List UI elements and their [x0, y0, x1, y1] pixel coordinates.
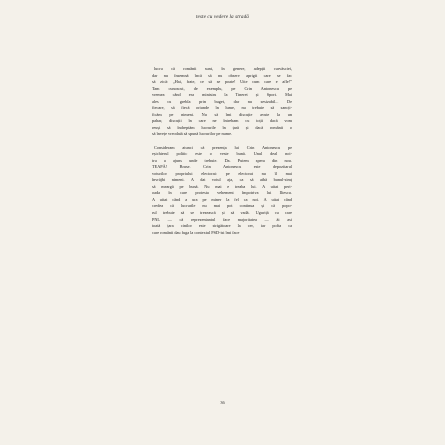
text-line: pahar, discuții în care ne întrebam cu toții dacă vom: [152, 118, 292, 124]
text-line: care românii dau fuga la contextul PSD-ist îmi face: [152, 229, 240, 235]
text-line: lucru că românii sunt, în genere, adepții curvăsciei,: [154, 66, 292, 71]
text-line: credea că lucrurile nu mai pot continua și că popo-: [152, 203, 292, 209]
paragraph: [152, 145, 292, 237]
text-line: oada în care protesta vehement împotriva lui Iliescu.: [152, 190, 292, 196]
paragraph: [152, 66, 292, 138]
text-line: să învețe vreodată să spună lucrurilor pe nume.: [152, 131, 233, 137]
page-number: 36: [220, 400, 225, 405]
text-line: rul trebuie să se trezească și să vadă. Uguriță cu care: [152, 209, 292, 215]
text-line: să meargă pe bună. Nu mai e treaba lui. A uitat peri-: [152, 183, 292, 189]
text-line: voturilor propriului electorat: pe electorat nu îl mai: [152, 170, 292, 176]
text-line: toată țara cinilor este strigătoare la cer, iar pofta ca: [152, 223, 292, 229]
text-line: învrăjbi nimeni. A dat votul aja, ca să aibă bunul-simț: [152, 177, 292, 183]
text-line: TEAPĂ! Bruse. Crin Antonescu este depozitarul: [152, 164, 292, 170]
text-line: eșichierul politic este o veste bună. Unul deal noi-: [152, 151, 292, 157]
text-line: fiecare, să fiecă oriunde în lume, nu trebuie să sancți-: [152, 105, 292, 111]
text-line: vremea când era ministru la Tineret și Sport. Mai: [152, 92, 292, 98]
text-line: ales cu grebla prin buget, dar nu sesizabil... De: [152, 98, 292, 104]
running-head: teste cu vedere la stradă: [195, 14, 249, 20]
text-line: A uitat când a ura pe miner la fel ca noi. A uitat când: [152, 196, 292, 202]
text-line: Consideram atunci că prezența lui Crin Antonescu pe: [154, 144, 292, 150]
text-line: Tam cunoscut, de exemplu, pe Crin Antonescu pe: [152, 85, 292, 91]
text-line: tru a ajuns unde trebuie. Da. Putem spera din nou.: [152, 157, 292, 163]
text-line: PNL — că reprezentantul face majoritatea — ăi asi: [152, 216, 292, 222]
text-line: ficăm pe nimeni. Nu să îmi discuție avute la un: [152, 111, 292, 117]
body-text: [152, 66, 292, 236]
text-line: dar nu însemnă încă să nu observ aprigii care se fac: [152, 72, 292, 78]
text-line: reuși să îndreptăm lucrurile în țară și dacă românii o: [152, 124, 292, 130]
text-line: să zică: „Hai, frate, ce să se poate! Uite cum care e afle!”: [152, 79, 292, 85]
